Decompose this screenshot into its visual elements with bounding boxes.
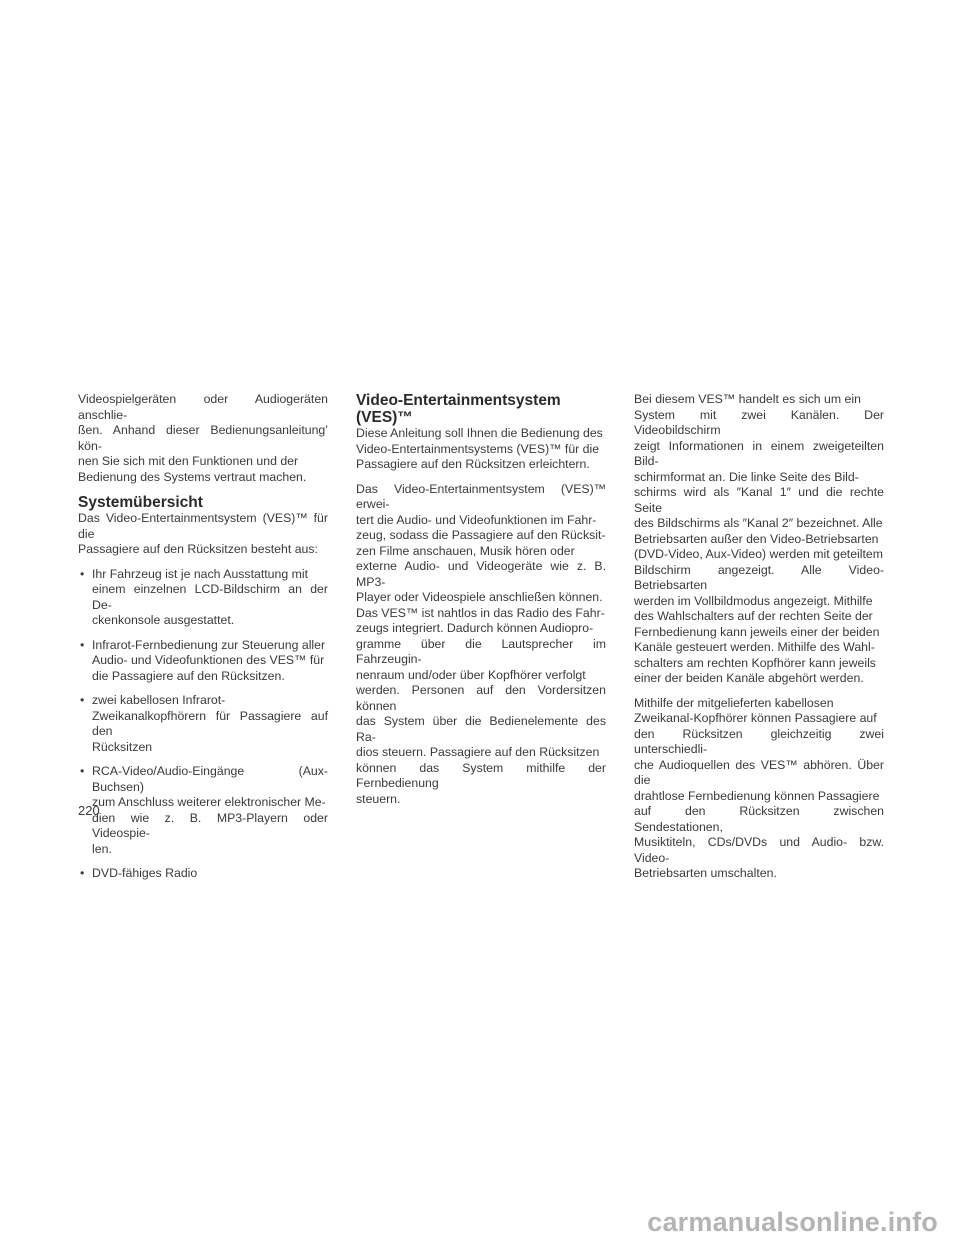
list-item xyxy=(78,638,328,685)
bullet-icon: • xyxy=(80,566,85,581)
bullet-icon: • xyxy=(80,637,85,652)
list-item xyxy=(78,567,328,629)
left-column xyxy=(78,392,328,891)
list-item-text: zwei kabellosen Infrarot- Zweikanalkopfhörern für Passagiere auf den Rücksitzen xyxy=(92,693,328,754)
component-list xyxy=(78,567,328,882)
bullet-icon: • xyxy=(80,866,85,880)
middle-column xyxy=(356,392,606,816)
watermark: carmanualsonline.info xyxy=(647,1207,938,1237)
bullet-icon: • xyxy=(80,764,85,778)
body-paragraph: Bei diesem VES™ handelt es sich um ein System mit zwei Kanälen. Der Videobildschirm zeigt Informationen in einem zweigeteilten Bild- schirmformat an. Die linke Seite des Bild- schirms wird als ″Kanal 1″ und die rechte Seite des Bildschirms als ″Kanal 2″ bezeichnet. Alle Betriebsarten außer den Video-Betriebsarten (DVD-Video, Aux-Video) werden mit geteiltem Bildschirm angezeigt. Alle Video-Betriebsarten werden im Vollbildmodus angezeigt. Mithilfe des Wahlschalters auf der rechten Seite der Fernbedienung kann jeweils einer der beiden Kanäle gesteuert werden. Mithilfe des Wahl- schalters am rechten Kopfhörer kann jeweils einer der beiden Kanäle abgehört werden. xyxy=(634,392,884,685)
list-item-text: RCA-Video/Audio-Eingänge (Aux-Buchsen) zum Anschluss weiterer elektronischer Me- dien wie z. B. MP3-Playern oder Videospie- len. xyxy=(92,764,328,856)
list-item xyxy=(78,764,328,857)
body-paragraph: Diese Anleitung soll Ihnen die Bedienung des Video-Entertainmentsystems (VES)™ für die Passagiere auf den Rücksitzen erleichtern. xyxy=(356,426,603,471)
list-item-text: DVD-fähiges Radio xyxy=(92,866,198,880)
page-number: 220 xyxy=(78,803,100,818)
bullet-icon: • xyxy=(80,693,85,707)
section-heading-ves: Video-Entertainmentsystem (VES)™ xyxy=(356,392,561,426)
right-column xyxy=(634,392,884,891)
list-item-text: Ihr Fahrzeug ist je nach Ausstattung mit einem einzelnen LCD-Bildschirm an der De- ckenkonsole ausgestattet. xyxy=(92,566,328,627)
section-heading-system-overview: Systemübersicht xyxy=(78,494,203,511)
list-item-text: Infrarot-Fernbedienung zur Steuerung aller Audio- und Videofunktionen des VES™ für die Passagiere auf den Rücksitzen. xyxy=(92,637,326,683)
list-item xyxy=(78,693,328,755)
list-item xyxy=(78,866,328,882)
body-paragraph: Mithilfe der mitgelieferten kabellosen Zweikanal-Kopfhörer können Passagiere auf den Rücksitzen gleichzeitig zwei unterschiedli- che Audioquellen des VES™ abhören. Über die drahtlose Fernbedienung können Passagiere auf den Rücksitzen zwischen Sendestationen, Musiktiteln, CDs/DVDs und Audio- bzw. Video- Betriebsarten umschalten. xyxy=(634,695,884,880)
intro-paragraph: Videospielgeräten oder Audiogeräten anschlie- ßen. Anhand dieser Bedienungsanleitung’ kön- nen Sie sich mit den Funktionen und der Bedienung des Systems vertraut machen. xyxy=(78,392,328,484)
overview-paragraph: Das Video-Entertainmentsystem (VES)™ für die Passagiere auf den Rücksitzen besteht aus: xyxy=(78,511,328,556)
body-paragraph: Das Video-Entertainmentsystem (VES)™ erwei- tert die Audio- und Videofunktionen im Fahr- zeug, sodass die Passagiere auf den Rücksit- zen Filme anschauen, Musik hören oder externe Audio- und Videogeräte wie z. B. MP3- Player oder Videospiele anschließen können. Das VES™ ist nahtlos in das Radio des Fahr- zeugs integriert. Dadurch können Audiopro- gramme über die Lautsprecher im Fahrzeugin- nenraum und/oder über Kopfhörer verfolgt werden. Personen auf den Vordersitzen können das System über die Bedienelemente des Ra- dios steuern. Passagiere auf den Rücksitzen können das System mithilfe der Fernbedienung steuern. xyxy=(356,481,606,806)
